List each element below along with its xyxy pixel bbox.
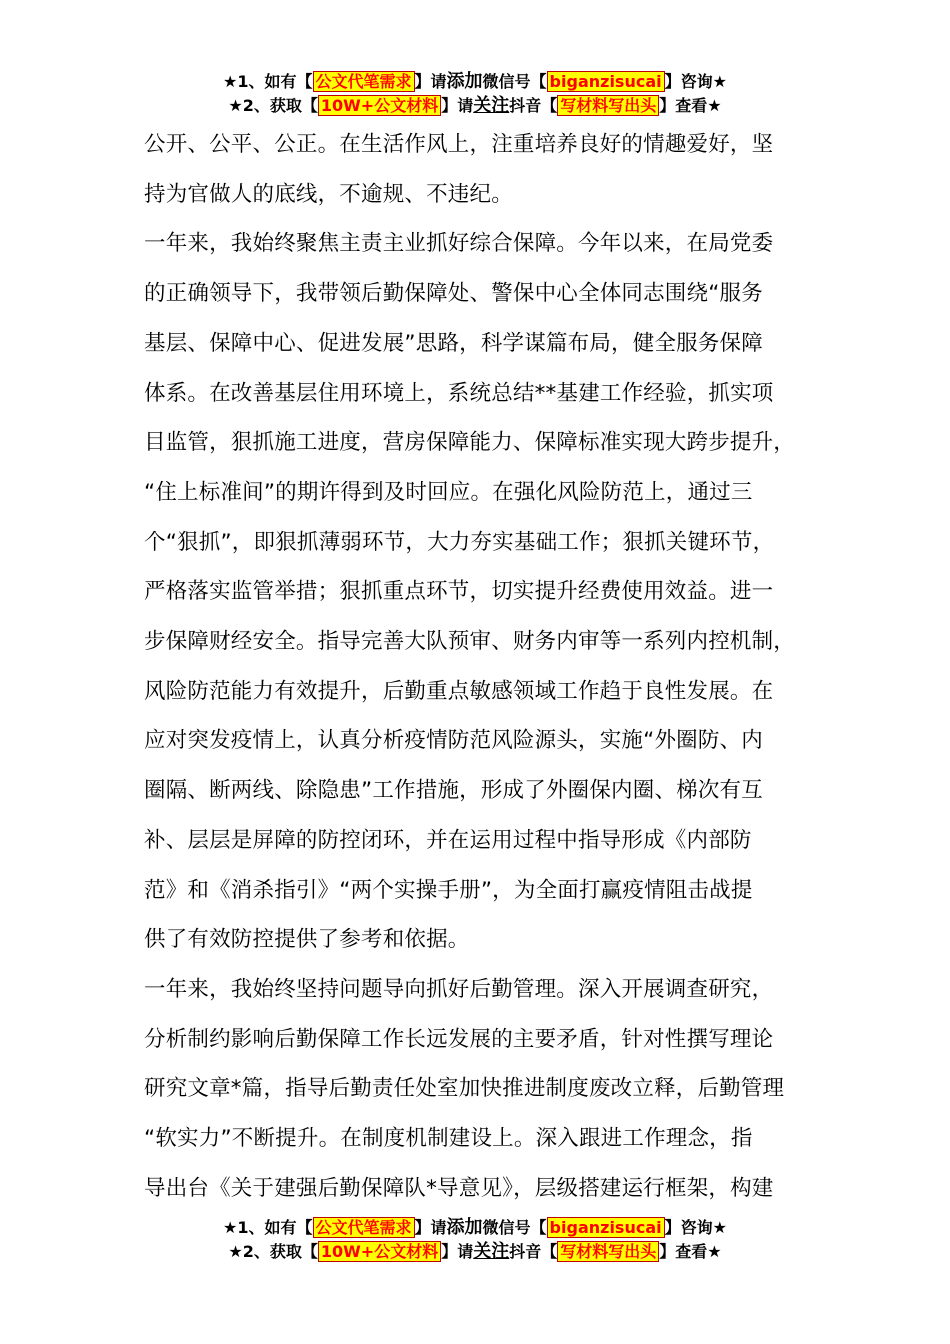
banner-text: 】请: [414, 72, 447, 91]
banner-text: 】咨询★: [664, 1218, 727, 1237]
banner-line-2: [0, 94, 950, 118]
banner-text: 】查看★: [659, 1242, 722, 1261]
body-line: 补、层层是屏障的防控闭环，并在运用过程中指导形成《内部防: [144, 827, 752, 853]
highlight-wechat-id: biganzisucai: [547, 1217, 665, 1238]
banner-text: ★2、获取【: [228, 96, 318, 115]
body-line: 一年来，我始终坚持问题导向抓好后勤管理。深入开展调查研究，: [144, 976, 774, 1002]
banner-emphasis: 关注: [473, 95, 510, 116]
banner-text: 】请: [414, 1218, 447, 1237]
body-line: 范》和《消杀指引》“两个实操手册”，为全面打赢疫情阻击战提: [144, 877, 753, 903]
banner-emphasis: 添加: [446, 1217, 483, 1238]
banner-emphasis: 添加: [446, 71, 483, 92]
body-line: 步保障财经安全。指导完善大队预审、财务内审等一系列内控机制，: [144, 629, 796, 655]
body-line: 个“狠抓”，即狠抓薄弱环节，大力夯实基础工作；狠抓关键环节，: [144, 529, 775, 555]
body-line: 供了有效防控提供了参考和依据。: [144, 927, 470, 953]
banner-text: 微信号【: [482, 1218, 547, 1237]
banner-text: ★1、如有【: [223, 1218, 313, 1237]
banner-line-1: [0, 70, 950, 94]
body-line: “软实力”不断提升。在制度机制建设上。深入跟进工作理念，指: [144, 1126, 753, 1152]
body-line: 应对突发疫情上，认真分析疫情防范风险源头，实施“外圈防、内: [144, 728, 763, 754]
banner-text: 】查看★: [659, 96, 722, 115]
body-line: 研究文章*篇，指导后勤责任处室加快推进制度废改立释，后勤管理: [144, 1076, 785, 1102]
banner-text: ★1、如有【: [223, 72, 313, 91]
banner-text: 抖音【: [509, 96, 558, 115]
bottom-banner: [0, 1216, 950, 1264]
banner-emphasis: 关注: [473, 1241, 510, 1262]
banner-text: 】请: [441, 96, 474, 115]
highlight-materials: 10W+公文材料: [318, 1241, 441, 1262]
body-line: 持为官做人的底线，不逾规、不违纪。: [144, 181, 513, 207]
banner-text: 】请: [441, 1242, 474, 1261]
banner-text: 】咨询★: [664, 72, 727, 91]
body-line: 一年来，我始终聚焦主责主业抓好综合保障。今年以来，在局党委: [144, 231, 774, 257]
highlight-materials: 10W+公文材料: [318, 95, 441, 116]
body-line: 分析制约影响后勤保障工作长远发展的主要矛盾，针对性撰写理论: [144, 1026, 774, 1052]
body-line: “住上标准间”的期许得到及时回应。在强化风险防范上，通过三: [144, 479, 753, 505]
banner-line-2: [0, 1240, 950, 1264]
highlight-douyin-account: 写材料写出头: [557, 95, 659, 116]
highlight-wechat-id: biganzisucai: [547, 71, 665, 92]
body-line: 公开、公平、公正。在生活作风上，注重培养良好的情趣爱好，坚: [144, 132, 774, 157]
highlight-ghostwriting: 公文代笔需求: [313, 71, 415, 92]
highlight-ghostwriting: 公文代笔需求: [313, 1217, 415, 1238]
banner-line-1: [0, 1216, 950, 1240]
body-line: 风险防范能力有效提升，后勤重点敏感领域工作趋于良性发展。在: [144, 678, 774, 704]
body-line: 目监管，狠抓施工进度，营房保障能力、保障标准实现大跨步提升，: [144, 430, 796, 456]
body-line: 的正确领导下，我带领后勤保障处、警保中心全体同志围绕“服务: [144, 281, 763, 307]
banner-text: ★2、获取【: [228, 1242, 318, 1261]
body-line: 导出台《关于建强后勤保障队*导意见》，层级搭建运行框架，构建: [144, 1175, 774, 1201]
document-body: [144, 120, 834, 1213]
top-banner: [0, 70, 950, 118]
body-line: 圈隔、断两线、除隐患”工作措施，形成了外圈保内圈、梯次有互: [144, 778, 763, 804]
body-line: 体系。在改善基层住用环境上，系统总结**基建工作经验，抓实项: [144, 380, 774, 406]
body-line: 基层、保障中心、促进发展”思路，科学谋篇布局，健全服务保障: [144, 330, 763, 356]
banner-text: 抖音【: [509, 1242, 558, 1261]
highlight-douyin-account: 写材料写出头: [557, 1241, 659, 1262]
body-line: 严格落实监管举措；狠抓重点环节，切实提升经费使用效益。进一: [144, 579, 774, 605]
banner-text: 微信号【: [482, 72, 547, 91]
